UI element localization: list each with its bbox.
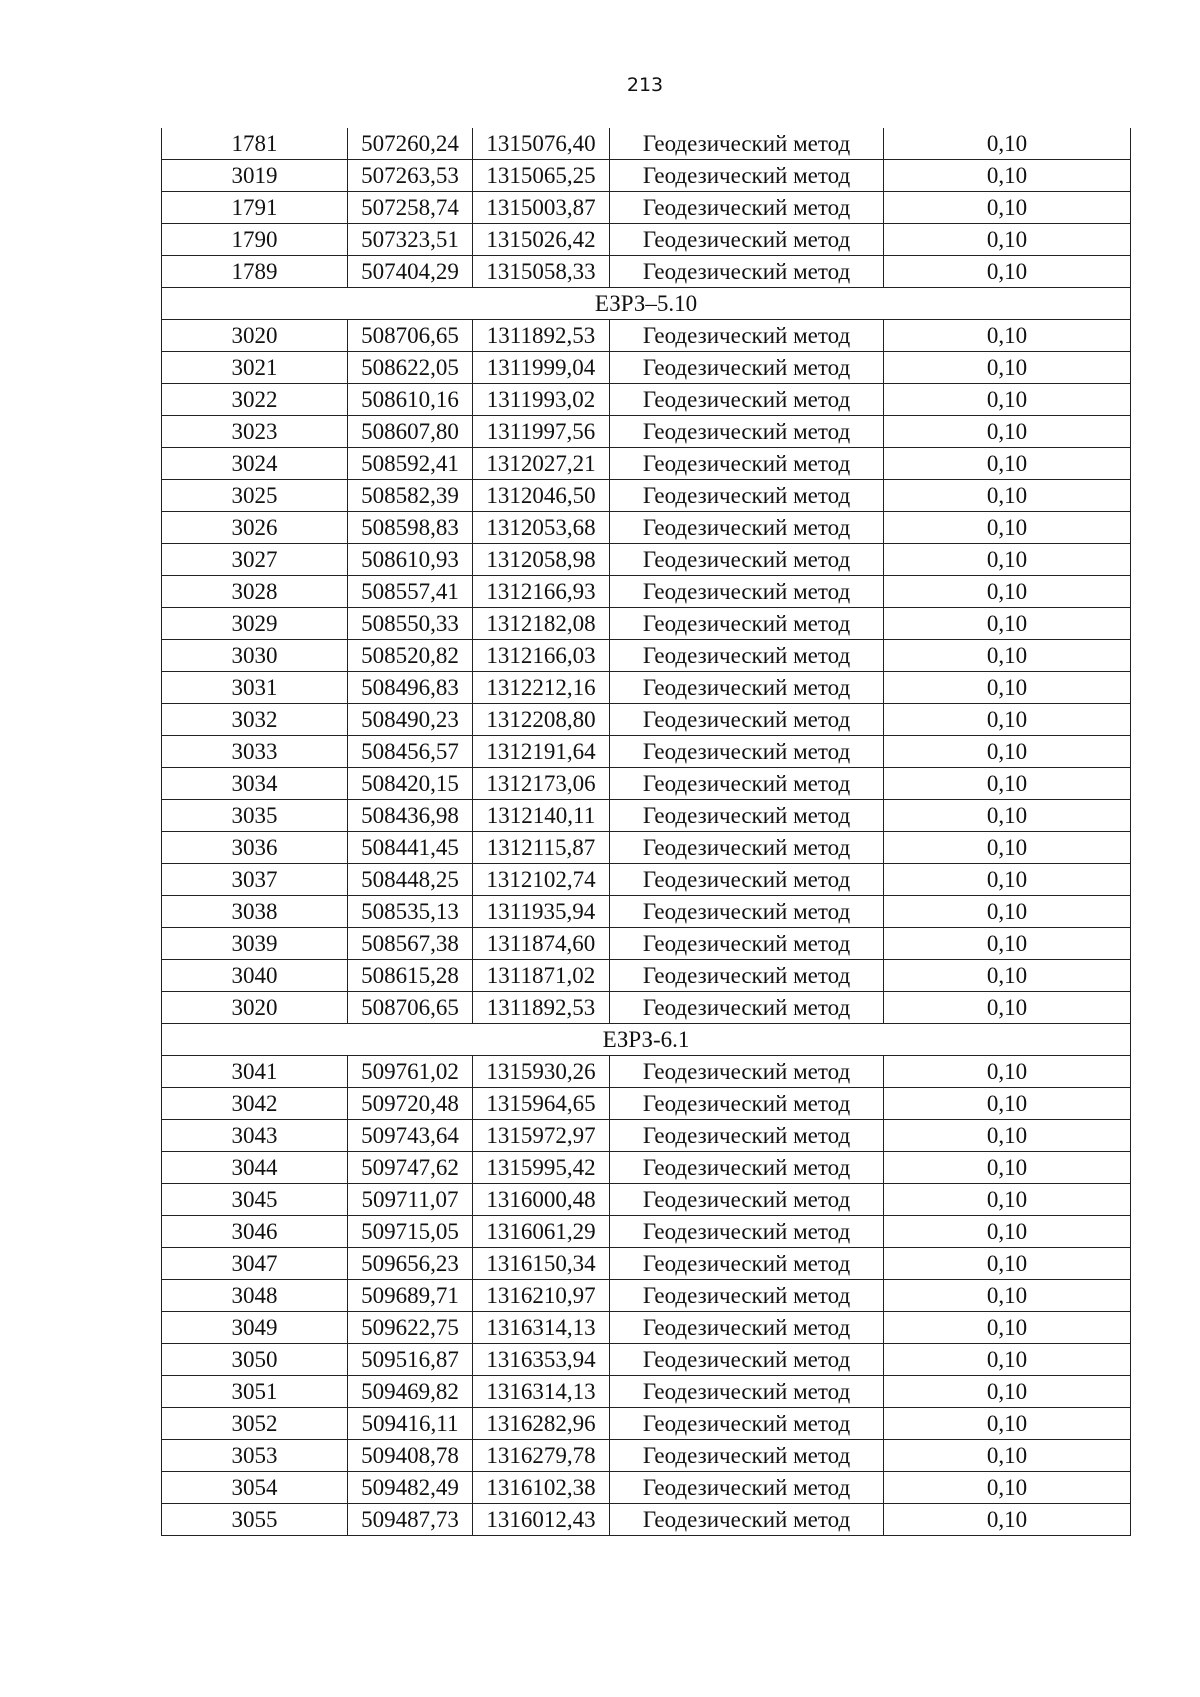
table-row [162, 1280, 1131, 1312]
y-coordinate-cell: 1315003,87 [473, 192, 610, 224]
table-row [162, 1504, 1131, 1536]
section-header-row [162, 1024, 1131, 1056]
accuracy-cell: 0,10 [884, 1440, 1131, 1472]
table-row [162, 512, 1131, 544]
y-coordinate-cell: 1315972,97 [473, 1120, 610, 1152]
method-cell: Геодезический метод [610, 704, 884, 736]
point-number-cell: 3053 [162, 1440, 348, 1472]
method-cell: Геодезический метод [610, 1440, 884, 1472]
point-number-cell: 3040 [162, 960, 348, 992]
accuracy-cell: 0,10 [884, 608, 1131, 640]
accuracy-cell: 0,10 [884, 832, 1131, 864]
point-number-cell: 3035 [162, 800, 348, 832]
x-coordinate-cell: 508448,25 [348, 864, 473, 896]
table-row [162, 960, 1131, 992]
x-coordinate-cell: 508557,41 [348, 576, 473, 608]
point-number-cell: 3050 [162, 1344, 348, 1376]
point-number-cell: 3022 [162, 384, 348, 416]
method-cell: Геодезический метод [610, 544, 884, 576]
method-cell: Геодезический метод [610, 384, 884, 416]
method-cell: Геодезический метод [610, 1280, 884, 1312]
point-number-cell: 3047 [162, 1248, 348, 1280]
y-coordinate-cell: 1311892,53 [473, 992, 610, 1024]
point-number-cell: 3025 [162, 480, 348, 512]
table-row [162, 896, 1131, 928]
y-coordinate-cell: 1315964,65 [473, 1088, 610, 1120]
y-coordinate-cell: 1316150,34 [473, 1248, 610, 1280]
y-coordinate-cell: 1316061,29 [473, 1216, 610, 1248]
x-coordinate-cell: 508622,05 [348, 352, 473, 384]
method-cell: Геодезический метод [610, 992, 884, 1024]
accuracy-cell: 0,10 [884, 960, 1131, 992]
table-row [162, 480, 1131, 512]
y-coordinate-cell: 1312046,50 [473, 480, 610, 512]
accuracy-cell: 0,10 [884, 736, 1131, 768]
page-number: 213 [626, 74, 664, 96]
table-row [162, 160, 1131, 192]
point-number-cell: 3033 [162, 736, 348, 768]
y-coordinate-cell: 1315026,42 [473, 224, 610, 256]
method-cell: Геодезический метод [610, 768, 884, 800]
point-number-cell: 3020 [162, 320, 348, 352]
accuracy-cell: 0,10 [884, 1216, 1131, 1248]
table-row [162, 1152, 1131, 1184]
table-row [162, 416, 1131, 448]
point-number-cell: 1790 [162, 224, 348, 256]
y-coordinate-cell: 1312102,74 [473, 864, 610, 896]
table-row [162, 224, 1131, 256]
point-number-cell: 1791 [162, 192, 348, 224]
method-cell: Геодезический метод [610, 1472, 884, 1504]
accuracy-cell: 0,10 [884, 1408, 1131, 1440]
table-row [162, 192, 1131, 224]
x-coordinate-cell: 508456,57 [348, 736, 473, 768]
y-coordinate-cell: 1311874,60 [473, 928, 610, 960]
section-title: ЕЗРЗ–5.10 [162, 288, 1131, 320]
method-cell: Геодезический метод [610, 480, 884, 512]
table-row [162, 576, 1131, 608]
table-row [162, 1184, 1131, 1216]
point-number-cell: 3044 [162, 1152, 348, 1184]
y-coordinate-cell: 1311993,02 [473, 384, 610, 416]
x-coordinate-cell: 509469,82 [348, 1376, 473, 1408]
x-coordinate-cell: 508706,65 [348, 992, 473, 1024]
section-title: ЕЗРЗ-6.1 [162, 1024, 1131, 1056]
accuracy-cell: 0,10 [884, 192, 1131, 224]
point-number-cell: 3043 [162, 1120, 348, 1152]
y-coordinate-cell: 1311935,94 [473, 896, 610, 928]
y-coordinate-cell: 1312166,03 [473, 640, 610, 672]
method-cell: Геодезический метод [610, 448, 884, 480]
y-coordinate-cell: 1316353,94 [473, 1344, 610, 1376]
y-coordinate-cell: 1312182,08 [473, 608, 610, 640]
accuracy-cell: 0,10 [884, 992, 1131, 1024]
x-coordinate-cell: 508436,98 [348, 800, 473, 832]
method-cell: Геодезический метод [610, 1376, 884, 1408]
method-cell: Геодезический метод [610, 1088, 884, 1120]
point-number-cell: 3039 [162, 928, 348, 960]
accuracy-cell: 0,10 [884, 256, 1131, 288]
method-cell: Геодезический метод [610, 320, 884, 352]
x-coordinate-cell: 507260,24 [348, 128, 473, 160]
method-cell: Геодезический метод [610, 1408, 884, 1440]
x-coordinate-cell: 509689,71 [348, 1280, 473, 1312]
y-coordinate-cell: 1311999,04 [473, 352, 610, 384]
table-row [162, 1472, 1131, 1504]
table-row [162, 320, 1131, 352]
accuracy-cell: 0,10 [884, 1184, 1131, 1216]
method-cell: Геодезический метод [610, 1248, 884, 1280]
method-cell: Геодезический метод [610, 1216, 884, 1248]
point-number-cell: 3036 [162, 832, 348, 864]
table-row [162, 1056, 1131, 1088]
table-row [162, 1440, 1131, 1472]
point-number-cell: 3024 [162, 448, 348, 480]
table-row [162, 992, 1131, 1024]
table-row [162, 384, 1131, 416]
x-coordinate-cell: 509482,49 [348, 1472, 473, 1504]
method-cell: Геодезический метод [610, 160, 884, 192]
table-row [162, 256, 1131, 288]
y-coordinate-cell: 1315065,25 [473, 160, 610, 192]
point-number-cell: 3019 [162, 160, 348, 192]
accuracy-cell: 0,10 [884, 1344, 1131, 1376]
y-coordinate-cell: 1315995,42 [473, 1152, 610, 1184]
y-coordinate-cell: 1312173,06 [473, 768, 610, 800]
y-coordinate-cell: 1312140,11 [473, 800, 610, 832]
accuracy-cell: 0,10 [884, 544, 1131, 576]
point-number-cell: 3045 [162, 1184, 348, 1216]
method-cell: Геодезический метод [610, 608, 884, 640]
point-number-cell: 3034 [162, 768, 348, 800]
point-number-cell: 3037 [162, 864, 348, 896]
accuracy-cell: 0,10 [884, 1152, 1131, 1184]
method-cell: Геодезический метод [610, 1312, 884, 1344]
point-number-cell: 3055 [162, 1504, 348, 1536]
table-row [162, 352, 1131, 384]
point-number-cell: 3046 [162, 1216, 348, 1248]
method-cell: Геодезический метод [610, 864, 884, 896]
point-number-cell: 3021 [162, 352, 348, 384]
x-coordinate-cell: 508610,16 [348, 384, 473, 416]
table-row [162, 1312, 1131, 1344]
y-coordinate-cell: 1316279,78 [473, 1440, 610, 1472]
table-row [162, 832, 1131, 864]
table-row [162, 704, 1131, 736]
accuracy-cell: 0,10 [884, 1312, 1131, 1344]
accuracy-cell: 0,10 [884, 320, 1131, 352]
table-row [162, 1120, 1131, 1152]
y-coordinate-cell: 1311892,53 [473, 320, 610, 352]
y-coordinate-cell: 1312191,64 [473, 736, 610, 768]
method-cell: Геодезический метод [610, 256, 884, 288]
point-number-cell: 3026 [162, 512, 348, 544]
accuracy-cell: 0,10 [884, 352, 1131, 384]
method-cell: Геодезический метод [610, 832, 884, 864]
x-coordinate-cell: 509416,11 [348, 1408, 473, 1440]
x-coordinate-cell: 509715,05 [348, 1216, 473, 1248]
table-row [162, 1088, 1131, 1120]
accuracy-cell: 0,10 [884, 1280, 1131, 1312]
method-cell: Геодезический метод [610, 1184, 884, 1216]
point-number-cell: 3054 [162, 1472, 348, 1504]
x-coordinate-cell: 508592,41 [348, 448, 473, 480]
accuracy-cell: 0,10 [884, 576, 1131, 608]
table-row [162, 1408, 1131, 1440]
method-cell: Геодезический метод [610, 1056, 884, 1088]
x-coordinate-cell: 507404,29 [348, 256, 473, 288]
method-cell: Геодезический метод [610, 960, 884, 992]
table-row [162, 1376, 1131, 1408]
accuracy-cell: 0,10 [884, 1472, 1131, 1504]
method-cell: Геодезический метод [610, 928, 884, 960]
point-number-cell: 3048 [162, 1280, 348, 1312]
x-coordinate-cell: 509747,62 [348, 1152, 473, 1184]
method-cell: Геодезический метод [610, 1504, 884, 1536]
method-cell: Геодезический метод [610, 192, 884, 224]
accuracy-cell: 0,10 [884, 1376, 1131, 1408]
table-row [162, 768, 1131, 800]
y-coordinate-cell: 1311997,56 [473, 416, 610, 448]
accuracy-cell: 0,10 [884, 1504, 1131, 1536]
table-row [162, 1216, 1131, 1248]
y-coordinate-cell: 1316210,97 [473, 1280, 610, 1312]
point-number-cell: 3042 [162, 1088, 348, 1120]
accuracy-cell: 0,10 [884, 896, 1131, 928]
point-number-cell: 1789 [162, 256, 348, 288]
table-row [162, 544, 1131, 576]
accuracy-cell: 0,10 [884, 384, 1131, 416]
point-number-cell: 3051 [162, 1376, 348, 1408]
x-coordinate-cell: 508550,33 [348, 608, 473, 640]
table-row [162, 1344, 1131, 1376]
method-cell: Геодезический метод [610, 512, 884, 544]
method-cell: Геодезический метод [610, 736, 884, 768]
method-cell: Геодезический метод [610, 640, 884, 672]
accuracy-cell: 0,10 [884, 1056, 1131, 1088]
accuracy-cell: 0,10 [884, 768, 1131, 800]
method-cell: Геодезический метод [610, 1152, 884, 1184]
coordinates-table [161, 128, 1131, 1536]
x-coordinate-cell: 508610,93 [348, 544, 473, 576]
point-number-cell: 3029 [162, 608, 348, 640]
y-coordinate-cell: 1312212,16 [473, 672, 610, 704]
y-coordinate-cell: 1312166,93 [473, 576, 610, 608]
x-coordinate-cell: 507323,51 [348, 224, 473, 256]
x-coordinate-cell: 507258,74 [348, 192, 473, 224]
x-coordinate-cell: 509622,75 [348, 1312, 473, 1344]
y-coordinate-cell: 1316000,48 [473, 1184, 610, 1216]
point-number-cell: 3028 [162, 576, 348, 608]
x-coordinate-cell: 508582,39 [348, 480, 473, 512]
y-coordinate-cell: 1316314,13 [473, 1312, 610, 1344]
accuracy-cell: 0,10 [884, 160, 1131, 192]
x-coordinate-cell: 509720,48 [348, 1088, 473, 1120]
point-number-cell: 3031 [162, 672, 348, 704]
y-coordinate-cell: 1316314,13 [473, 1376, 610, 1408]
accuracy-cell: 0,10 [884, 672, 1131, 704]
x-coordinate-cell: 509761,02 [348, 1056, 473, 1088]
accuracy-cell: 0,10 [884, 128, 1131, 160]
accuracy-cell: 0,10 [884, 512, 1131, 544]
method-cell: Геодезический метод [610, 224, 884, 256]
y-coordinate-cell: 1311871,02 [473, 960, 610, 992]
method-cell: Геодезический метод [610, 576, 884, 608]
table-row [162, 448, 1131, 480]
table-row [162, 864, 1131, 896]
method-cell: Геодезический метод [610, 416, 884, 448]
accuracy-cell: 0,10 [884, 704, 1131, 736]
accuracy-cell: 0,10 [884, 1248, 1131, 1280]
y-coordinate-cell: 1312027,21 [473, 448, 610, 480]
accuracy-cell: 0,10 [884, 800, 1131, 832]
y-coordinate-cell: 1316102,38 [473, 1472, 610, 1504]
section-header-row [162, 288, 1131, 320]
point-number-cell: 3027 [162, 544, 348, 576]
x-coordinate-cell: 508520,82 [348, 640, 473, 672]
x-coordinate-cell: 508490,23 [348, 704, 473, 736]
accuracy-cell: 0,10 [884, 864, 1131, 896]
x-coordinate-cell: 508441,45 [348, 832, 473, 864]
y-coordinate-cell: 1312058,98 [473, 544, 610, 576]
accuracy-cell: 0,10 [884, 224, 1131, 256]
x-coordinate-cell: 509656,23 [348, 1248, 473, 1280]
x-coordinate-cell: 509711,07 [348, 1184, 473, 1216]
accuracy-cell: 0,10 [884, 480, 1131, 512]
accuracy-cell: 0,10 [884, 416, 1131, 448]
x-coordinate-cell: 508706,65 [348, 320, 473, 352]
method-cell: Геодезический метод [610, 672, 884, 704]
table-row [162, 736, 1131, 768]
x-coordinate-cell: 509408,78 [348, 1440, 473, 1472]
y-coordinate-cell: 1316282,96 [473, 1408, 610, 1440]
y-coordinate-cell: 1315076,40 [473, 128, 610, 160]
x-coordinate-cell: 507263,53 [348, 160, 473, 192]
x-coordinate-cell: 508615,28 [348, 960, 473, 992]
method-cell: Геодезический метод [610, 896, 884, 928]
point-number-cell: 3038 [162, 896, 348, 928]
point-number-cell: 1781 [162, 128, 348, 160]
accuracy-cell: 0,10 [884, 448, 1131, 480]
point-number-cell: 3041 [162, 1056, 348, 1088]
x-coordinate-cell: 508607,80 [348, 416, 473, 448]
point-number-cell: 3032 [162, 704, 348, 736]
y-coordinate-cell: 1315930,26 [473, 1056, 610, 1088]
table-row [162, 608, 1131, 640]
point-number-cell: 3049 [162, 1312, 348, 1344]
y-coordinate-cell: 1312208,80 [473, 704, 610, 736]
accuracy-cell: 0,10 [884, 1088, 1131, 1120]
x-coordinate-cell: 508420,15 [348, 768, 473, 800]
accuracy-cell: 0,10 [884, 640, 1131, 672]
accuracy-cell: 0,10 [884, 1120, 1131, 1152]
method-cell: Геодезический метод [610, 128, 884, 160]
method-cell: Геодезический метод [610, 1344, 884, 1376]
table-row [162, 128, 1131, 160]
y-coordinate-cell: 1316012,43 [473, 1504, 610, 1536]
method-cell: Геодезический метод [610, 1120, 884, 1152]
coordinates-table-body [162, 128, 1131, 1536]
x-coordinate-cell: 509743,64 [348, 1120, 473, 1152]
table-row [162, 928, 1131, 960]
method-cell: Геодезический метод [610, 800, 884, 832]
accuracy-cell: 0,10 [884, 928, 1131, 960]
point-number-cell: 3052 [162, 1408, 348, 1440]
y-coordinate-cell: 1312053,68 [473, 512, 610, 544]
method-cell: Геодезический метод [610, 352, 884, 384]
point-number-cell: 3020 [162, 992, 348, 1024]
x-coordinate-cell: 508535,13 [348, 896, 473, 928]
table-row [162, 672, 1131, 704]
table-row [162, 800, 1131, 832]
x-coordinate-cell: 508496,83 [348, 672, 473, 704]
y-coordinate-cell: 1315058,33 [473, 256, 610, 288]
table-row [162, 640, 1131, 672]
point-number-cell: 3023 [162, 416, 348, 448]
point-number-cell: 3030 [162, 640, 348, 672]
y-coordinate-cell: 1312115,87 [473, 832, 610, 864]
x-coordinate-cell: 508598,83 [348, 512, 473, 544]
x-coordinate-cell: 509516,87 [348, 1344, 473, 1376]
table-row [162, 1248, 1131, 1280]
x-coordinate-cell: 509487,73 [348, 1504, 473, 1536]
x-coordinate-cell: 508567,38 [348, 928, 473, 960]
